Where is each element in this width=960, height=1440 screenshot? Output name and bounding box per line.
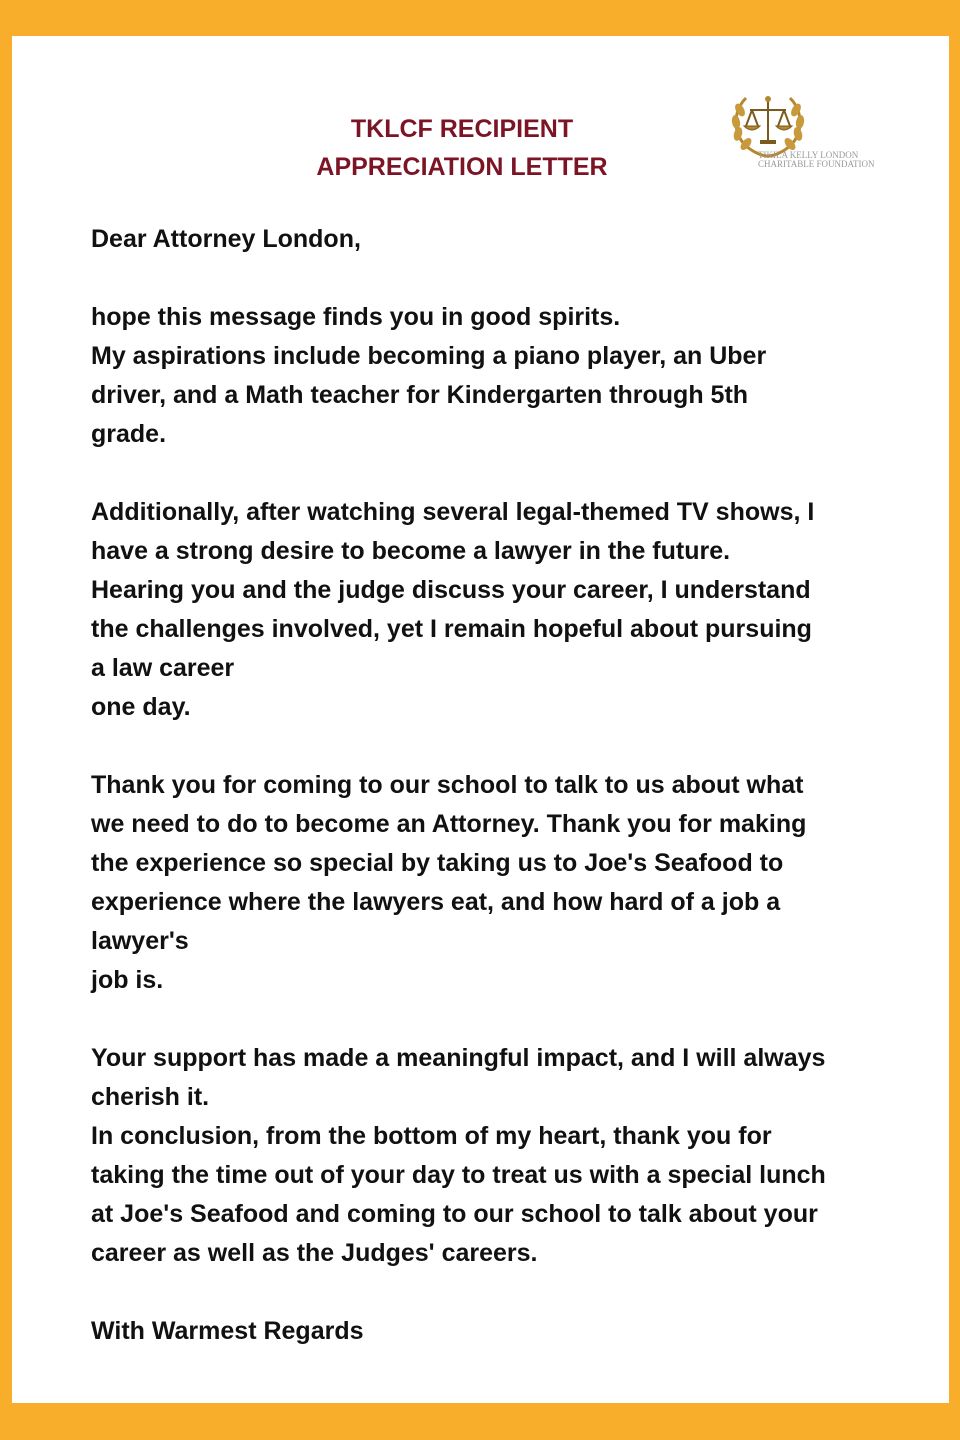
salutation: Dear Attorney London, (91, 225, 361, 253)
paragraph-4-line-6: career as well as the Judges' careers. (91, 1239, 538, 1267)
paragraph-4-line-5: at Joe's Seafood and coming to our school to talk about your (91, 1200, 818, 1228)
title-line-1: TKLCF RECIPIENT (350, 115, 574, 143)
paragraph-3-line-6: job is. (91, 966, 164, 994)
paragraph-3-line-5: lawyer's (91, 927, 189, 955)
paragraph-4-line-4: taking the time out of your day to treat us with a special lunch (91, 1161, 826, 1189)
paragraph-4-line-1: Your support has made a meaningful impact, and I will always (91, 1044, 826, 1072)
paragraph-3-line-4: experience where the lawyers eat, and how hard of a job a (91, 888, 781, 916)
letter-body (91, 220, 881, 1351)
paragraph-2-line-3: Hearing you and the judge discuss your career, I understand (91, 576, 811, 604)
paragraph-1-line-2: My aspirations include becoming a piano player, an Uber (91, 342, 767, 370)
title-line-2: APPRECIATION LETTER (316, 153, 608, 181)
paragraph-4-line-3: In conclusion, from the bottom of my heart, thank you for (91, 1122, 772, 1150)
logo-name-line-2: CHARITABLE FOUNDATION (758, 159, 875, 169)
paragraph-2-line-4: the challenges involved, yet I remain hopeful about pursuing (91, 615, 812, 643)
paragraph-1-line-3: driver, and a Math teacher for Kindergarten through 5th (91, 381, 749, 409)
paragraph-2-line-5: a law career (91, 654, 235, 682)
closing: With Warmest Regards (91, 1317, 364, 1345)
paragraph-2-line-2: have a strong desire to become a lawyer in the future. (91, 537, 731, 565)
paragraph-3-line-3: the experience so special by taking us to Joe's Seafood to (91, 849, 784, 877)
paragraph-1-line-4: grade. (91, 420, 167, 448)
scales-of-justice-icon (726, 86, 918, 172)
paragraph-1-line-1: hope this message finds you in good spirits. (91, 303, 621, 331)
paragraph-4-line-2: cherish it. (91, 1083, 210, 1111)
foundation-logo (726, 86, 918, 172)
paragraph-3-line-1: Thank you for coming to our school to talk to us about what (91, 771, 804, 799)
paragraph-3-line-2: we need to do to become an Attorney. Thank you for making (91, 810, 807, 838)
paragraph-2-line-1: Additionally, after watching several legal-themed TV shows, I (91, 498, 815, 526)
paragraph-2-line-6: one day. (91, 693, 191, 721)
logo-name-line-1: TIKILA KELLY LONDON (758, 150, 859, 160)
